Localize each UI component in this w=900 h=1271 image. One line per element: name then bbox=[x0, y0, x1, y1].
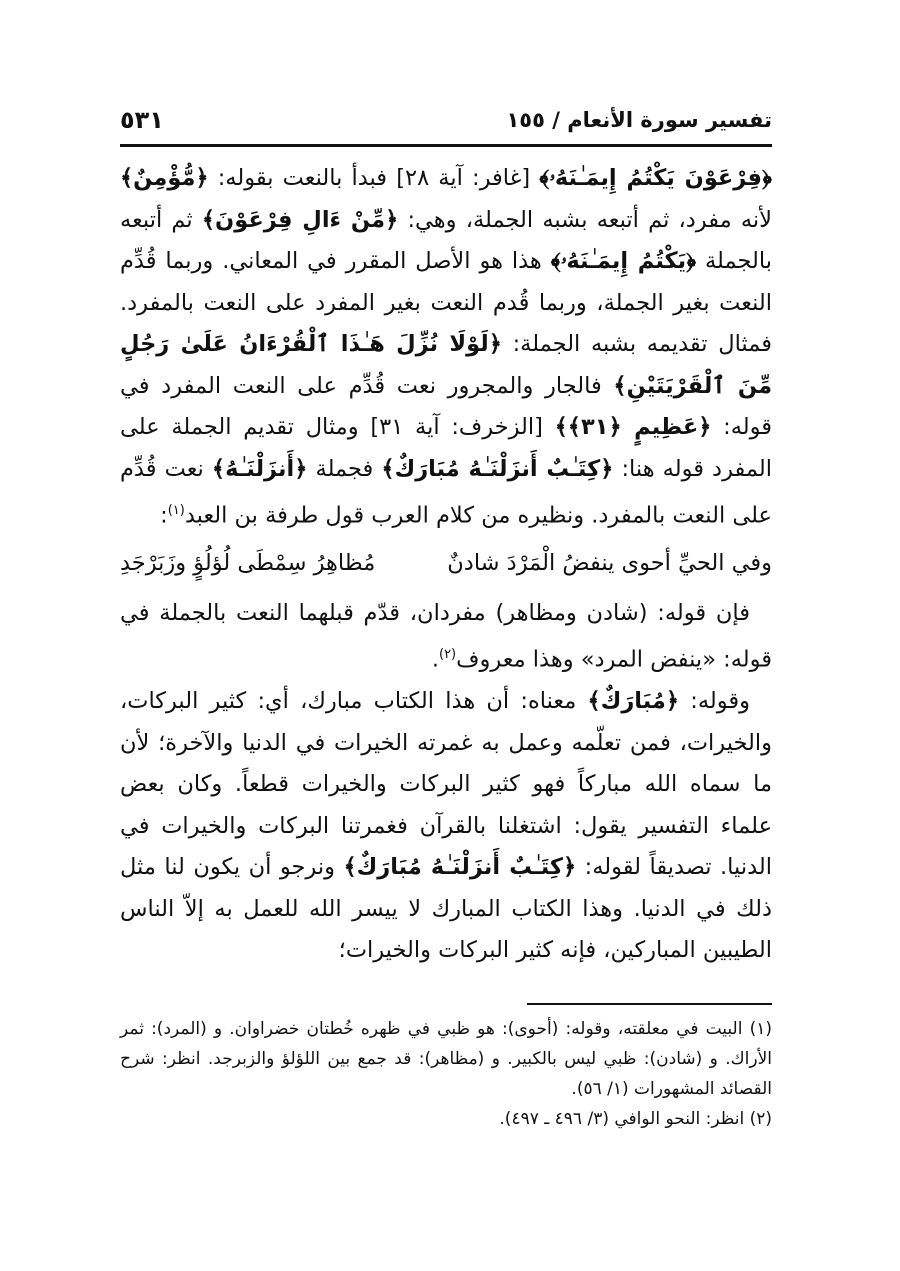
paragraph-1 bbox=[120, 158, 772, 537]
quran-quote: ﴿فِرْعَوْنَ يَكْتُمُ إِيمَـٰنَهُۥ﴾ bbox=[539, 165, 772, 191]
text-span: فإن قوله: (شادن ومظاهر) مفردان، قدّم قبلهما النعت بالجملة في قوله: «ينفض المرد» وهذا معروف bbox=[120, 599, 772, 673]
text-span: نعت قُدِّم على النعت بالمفرد. ونظيره من كلام العرب قول طرفة بن العبد bbox=[120, 455, 772, 529]
footnote-divider bbox=[527, 1003, 772, 1005]
quran-quote: ﴿يَكْتُمُ إِيمَـٰنَهُۥ﴾ bbox=[550, 248, 697, 274]
footnote-ref-1: (١) bbox=[167, 503, 185, 518]
text-span: لأنه مفرد، ثم أتبعه بشبه الجملة، وهي: bbox=[398, 206, 772, 233]
text-span: ثم أتبعه بالجملة bbox=[120, 206, 772, 274]
quran-quote: ﴿كِتَـٰبٌ أَنزَلْنَـٰهُ مُبَارَكٌ﴾ bbox=[381, 455, 614, 482]
poem-second-hemistich: مُظاهِرُ سِمْطَى لُؤلُؤٍ وزَبَرْجَدِ bbox=[120, 550, 376, 576]
quran-quote: ﴿لَوْلَا نُزِّلَ هَـٰذَا ٱلْقُرْءَانُ عَلَىٰ رَجُلٍ مِّنَ ٱلْقَرْيَتَيْنِ﴾ bbox=[120, 331, 772, 399]
text-span: وقوله: bbox=[679, 688, 750, 714]
main-text bbox=[120, 158, 772, 972]
text-span: [الزخرف: آية ٣١] ومثال تقديم الجملة على المفرد قوله هنا: bbox=[120, 414, 772, 482]
poem-first-hemistich: وفي الحيِّ أحوى ينفضُ الْمَرْدَ شادنٌ bbox=[447, 550, 772, 576]
text-span: : bbox=[160, 502, 168, 529]
text-span: فجملة bbox=[307, 455, 382, 482]
footnote-1: (١) البيت في معلقته، وقوله: (أحوى): هو ظبي في ظهره خُطتان خضراوان. و (المرد): ثمر الأراك. و (شادن): ظبي ليس بالكبير. و (مظاهر): قد جمع بين اللؤلؤ والزبرجد. انظر: شرح القصائد المشهورات (١/ ٥٦). bbox=[120, 1019, 772, 1099]
text-span: هذا هو الأصل المقرر في المعاني. وربما قُدِّم النعت بغير الجملة، وربما قُدم النعت بغير المفرد على النعت بالمفرد. فمثال تقديمه بشبه الجملة: bbox=[120, 248, 772, 357]
text-span: . bbox=[431, 646, 439, 673]
text-span: فالجار والمجرور نعت قُدِّم على النعت المفرد في قوله: bbox=[120, 372, 772, 440]
text-span: ونرجو أن يكون لنا مثل ذلك في الدنيا. وهذا الكتاب المبارك لا ييسر الله للعمل به إلاّ الناس الطيبين المباركين، فإنه كثير البركات والخيرات؛ bbox=[120, 854, 772, 963]
quran-quote: ﴿أَنزَلْنَـٰهُ﴾ bbox=[211, 455, 308, 482]
quran-quote: ﴿مُبَارَكٌ﴾ bbox=[587, 688, 680, 714]
running-title: تفسير سورة الأنعام / ١٥٥ bbox=[506, 108, 772, 132]
paragraph-3 bbox=[120, 681, 772, 972]
text-span: [غافر: آية ٢٨] فبدأ بالنعت بقوله: bbox=[208, 165, 540, 191]
text-span: معناه: أن هذا الكتاب مبارك، أي: كثير البركات، والخيرات، فمن تعلّمه وعمل به غمرته الخيرات في الدنيا والآخرة؛ لأن ما سماه الله مباركاً فهو كثير البركات والخيرات قطعاً. وكان بعض علماء التفسير يقول: اشتغلنا بالقرآن فغمرتنا البركات والخيرات في الدنيا. تصديقاً لقوله: bbox=[120, 688, 772, 880]
quran-quote: ﴿كِتَـٰبٌ أَنزَلْنَـٰهُ مُبَارَكٌ﴾ bbox=[343, 854, 577, 880]
footnote-2: (٢) انظر: النحو الوافي (٣/ ٤٩٦ ـ ٤٩٧). bbox=[499, 1109, 772, 1129]
footnotes bbox=[120, 1014, 772, 1134]
quran-quote: ﴿مِّنْ ءَالِ فِرْعَوْنَ﴾ bbox=[201, 206, 399, 233]
page-header bbox=[120, 96, 772, 147]
poem-verse bbox=[120, 543, 772, 585]
page-number: ٥٣١ bbox=[120, 106, 164, 134]
quran-quote: ﴿عَظِيمٍ ﴿٣١﴾﴾ bbox=[554, 414, 712, 440]
paragraph-2 bbox=[120, 593, 772, 682]
footnote-ref-2: (٢) bbox=[438, 647, 457, 662]
quran-quote: ﴿مُّؤْمِنٌ﴾ bbox=[120, 165, 209, 191]
